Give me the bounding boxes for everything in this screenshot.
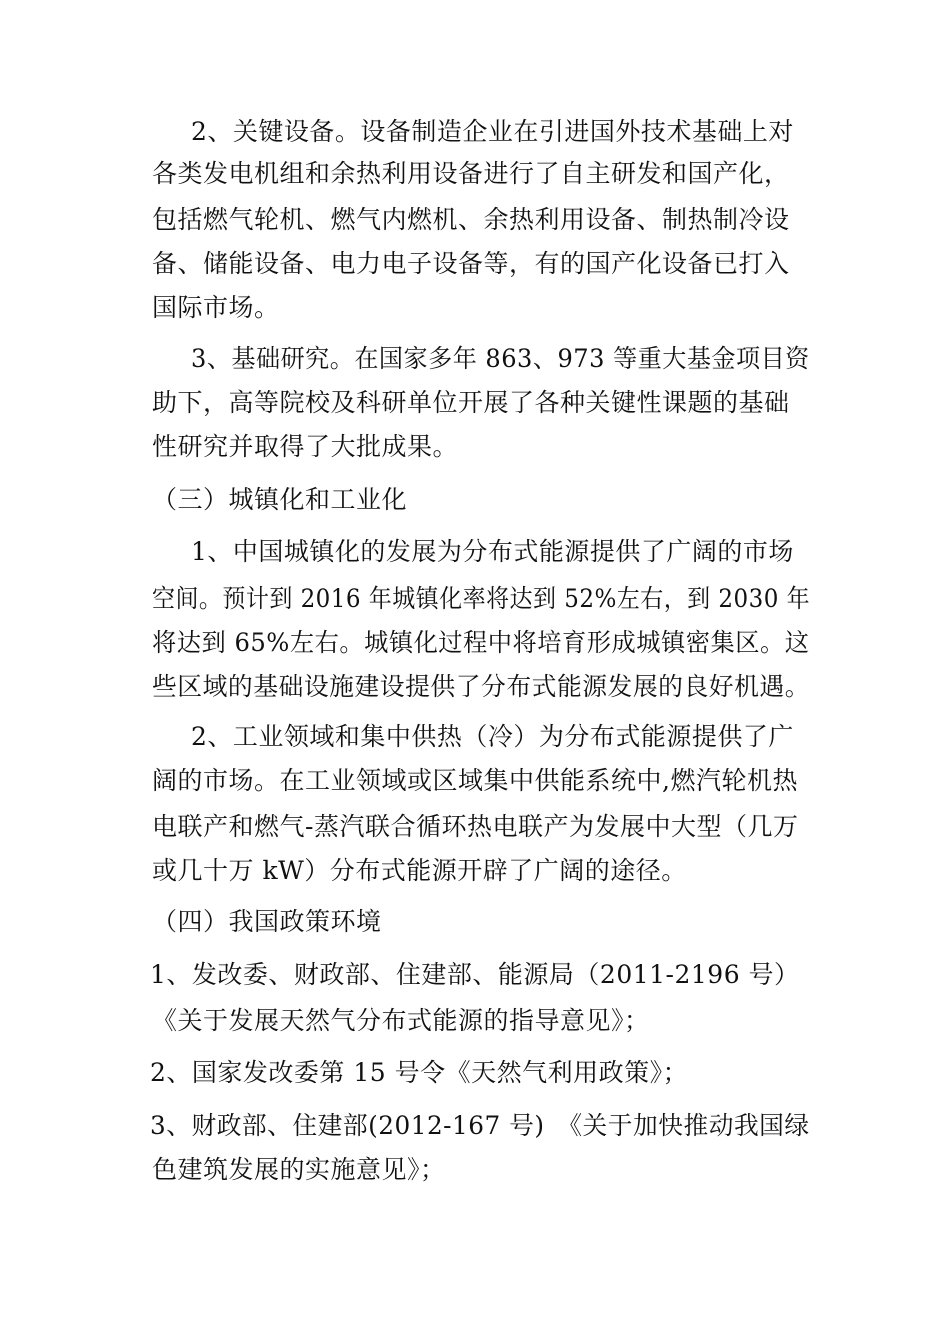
text-line: 包括燃气轮机、燃气内燃机、余热利用设备、制热制冷设	[152, 205, 790, 234]
text-line: 2、工业领域和集中供热（冷）为分布式能源提供了广	[191, 722, 794, 751]
text-line: 电联产和燃气-蒸汽联合循环热电联产为发展中大型（几万	[152, 812, 799, 841]
text-line: 2、国家发改委第 15 号令《天然气利用政策》；	[150, 1058, 689, 1087]
text-line: 或几十万 kW）分布式能源开辟了广阔的途径。	[152, 856, 687, 885]
section-heading: （三）城镇化和工业化	[152, 485, 408, 514]
text-line: 《关于发展天然气分布式能源的指导意见》；	[152, 1006, 650, 1035]
text-line: 3、财政部、住建部(2012-167 号) 《关于加快推动我国绿	[150, 1111, 810, 1140]
text-line: 1、发改委、财政部、住建部、能源局（2011-2196 号）	[150, 960, 800, 989]
text-line: 些区域的基础设施建设提供了分布式能源发展的良好机遇。	[152, 672, 811, 701]
text-line: 2、关键设备。设备制造企业在引进国外技术基础上对	[191, 117, 794, 146]
text-line: 性研究并取得了大批成果。	[152, 432, 459, 461]
text-line: 1、中国城镇化的发展为分布式能源提供了广阔的市场	[191, 537, 794, 566]
text-line: 将达到 65%左右。城镇化过程中将培育形成城镇密集区。这	[152, 628, 810, 657]
text-line: 色建筑发展的实施意见》；	[152, 1155, 446, 1184]
text-line: 3、基础研究。在国家多年 863、973 等重大基金项目资	[191, 344, 810, 373]
section-heading: （四）我国政策环境	[152, 907, 382, 936]
text-line: 各类发电机组和余热利用设备进行了自主研发和国产化，	[152, 159, 790, 188]
text-line: 阔的市场。在工业领域或区域集中供能系统中,燃汽轮机热	[152, 766, 798, 795]
text-line: 空间。预计到 2016 年城镇化率将达到 52%左右，到 2030 年	[152, 584, 811, 613]
text-line: 国际市场。	[152, 293, 280, 322]
text-line: 助下，高等院校及科研单位开展了各种关键性课题的基础	[152, 388, 790, 417]
text-line: 备、储能设备、电力电子设备等，有的国产化设备已打入	[152, 249, 790, 278]
